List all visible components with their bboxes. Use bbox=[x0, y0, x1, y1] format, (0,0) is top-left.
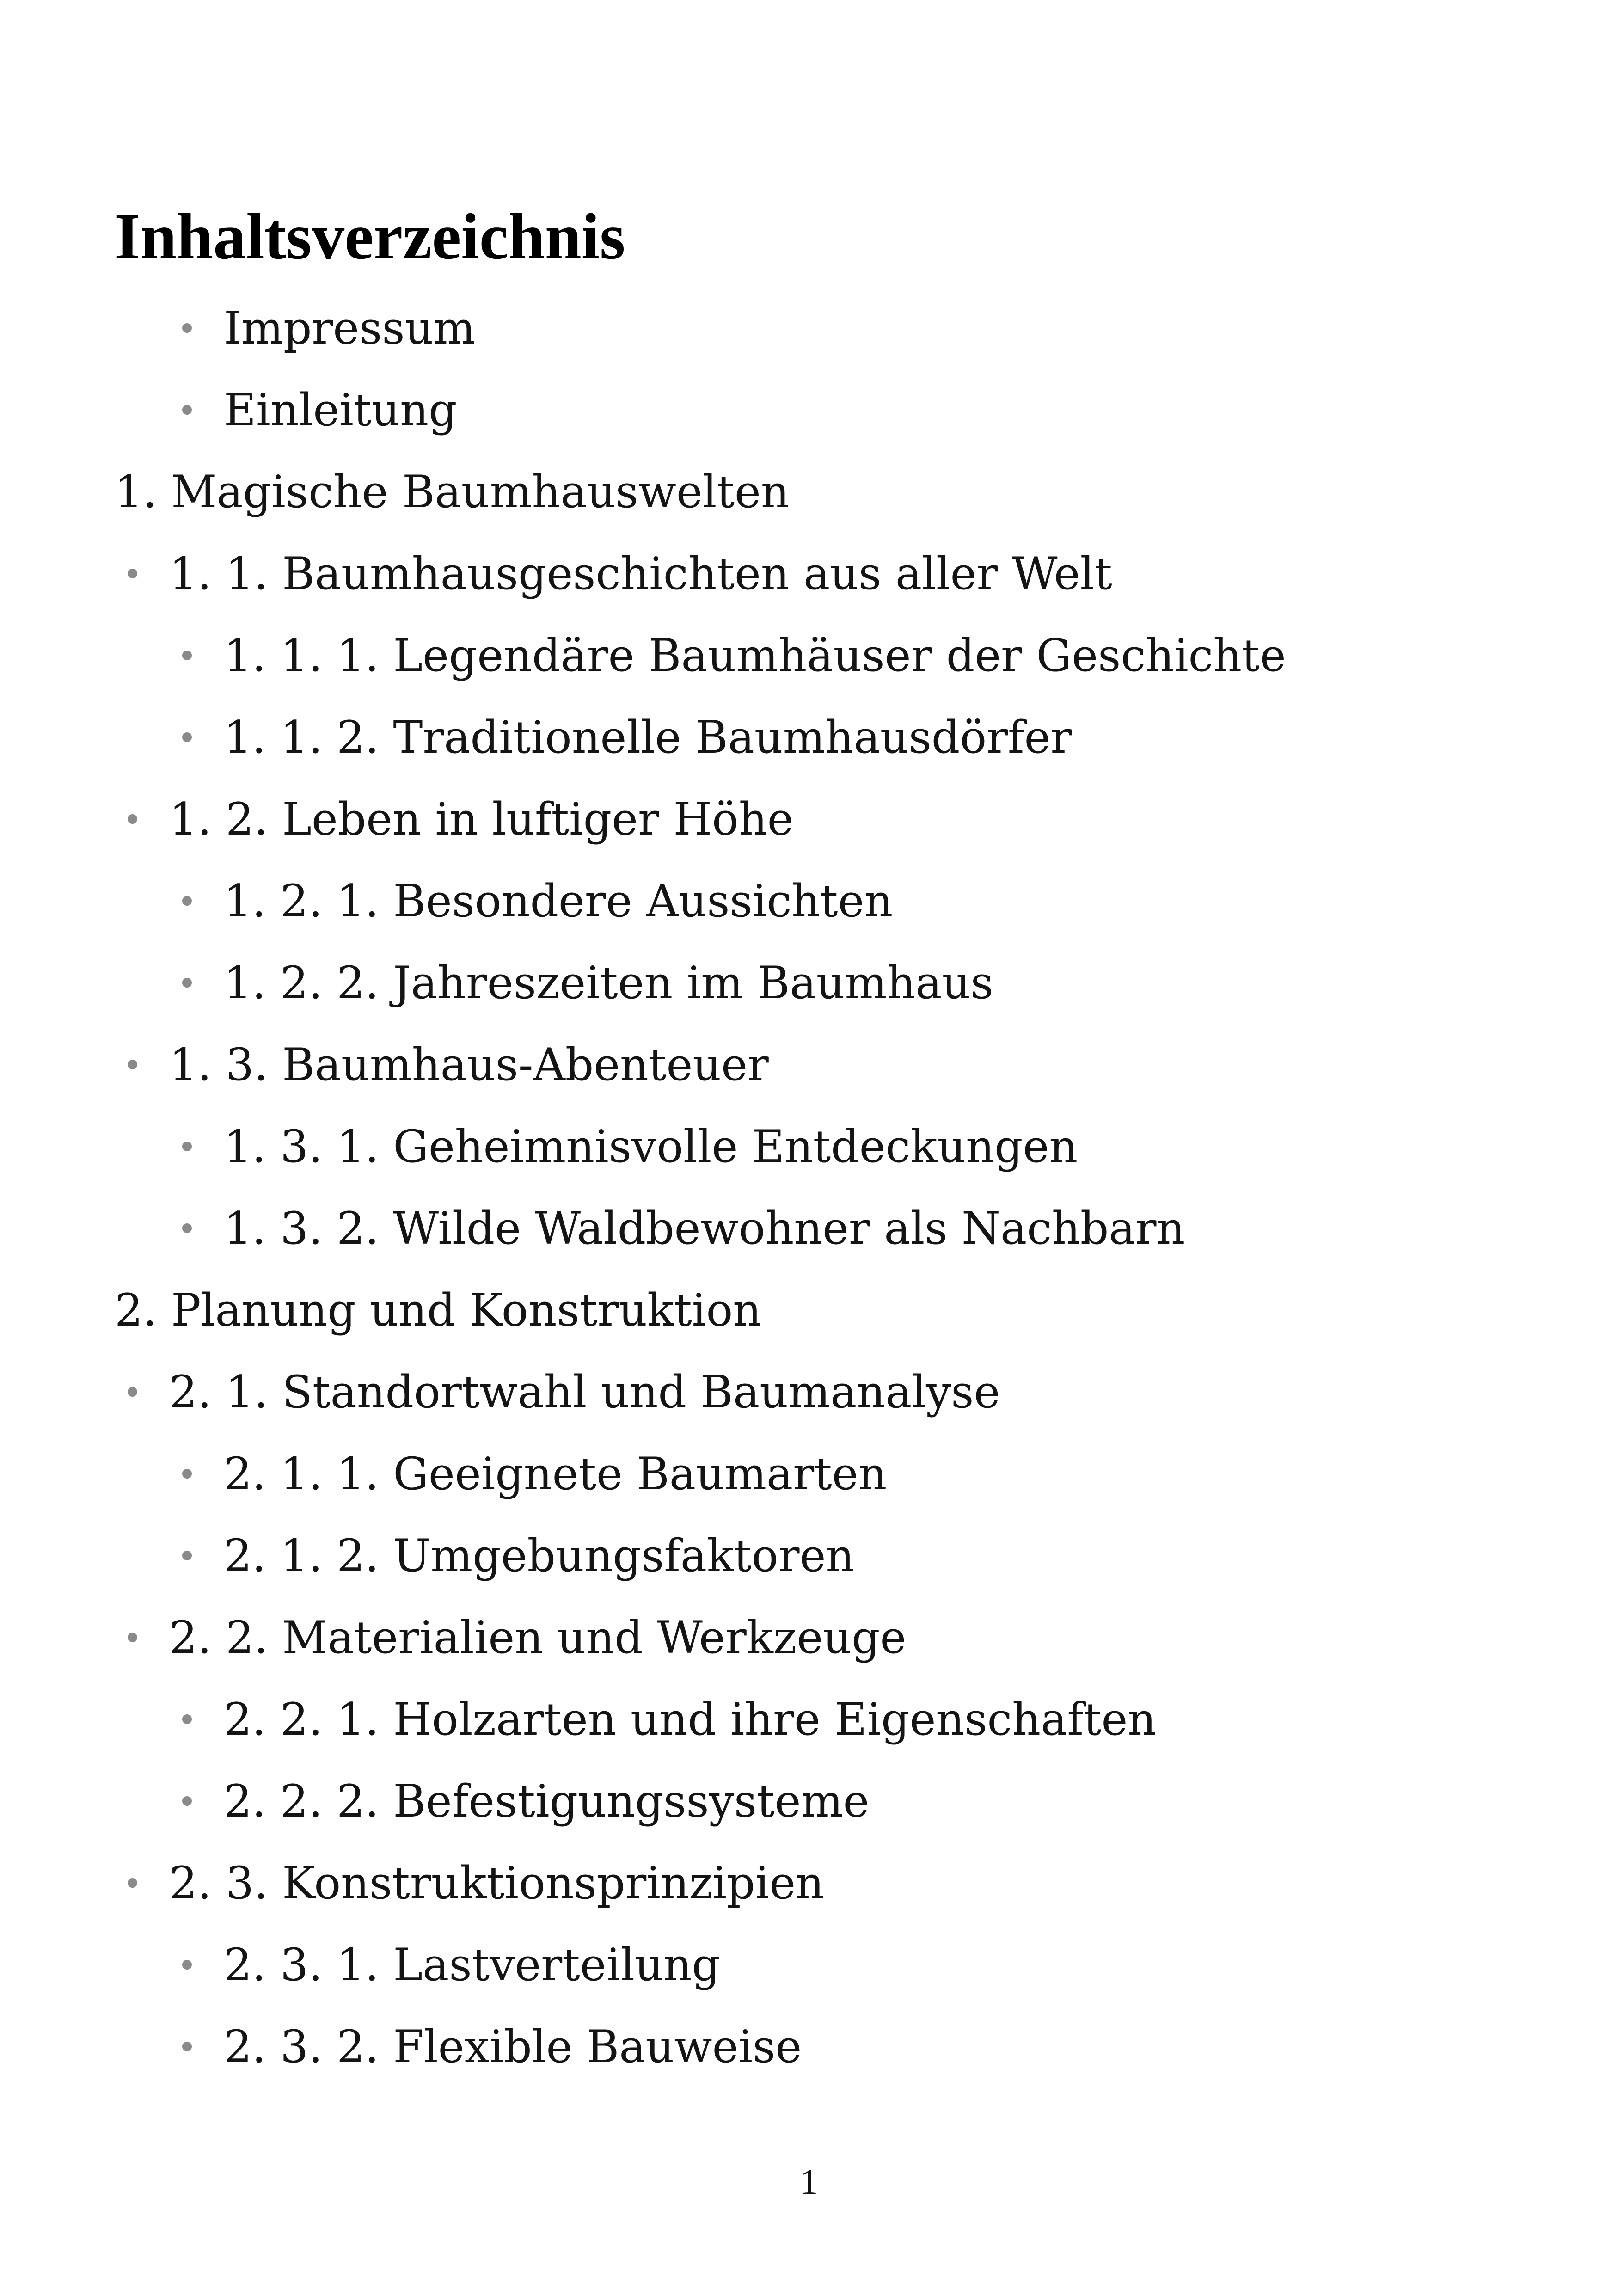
toc-section-1-1[interactable] bbox=[0, 546, 1479, 602]
bullet-icon bbox=[182, 1551, 192, 1560]
toc-entry-label: 1. 2. 2. Jahreszeiten im Baumhaus bbox=[224, 957, 993, 1009]
bullet-icon bbox=[182, 1142, 192, 1151]
bullet-icon bbox=[182, 2042, 192, 2051]
toc-entry-label: 2. 1. Standortwahl und Baumanalyse bbox=[169, 1366, 1000, 1418]
bullet-icon bbox=[128, 1633, 137, 1642]
toc-chapter-2[interactable] bbox=[0, 1283, 1479, 1338]
toc-entry-label: 1. 1. 1. Legendäre Baumhäuser der Geschichte bbox=[224, 630, 1286, 681]
toc-entry-einleitung[interactable] bbox=[0, 382, 1479, 438]
toc-entry-label: 2. 1. 2. Umgebungsfaktoren bbox=[224, 1530, 855, 1582]
page-title: Inhaltsverzeichnis bbox=[115, 200, 625, 273]
toc-chapter-1[interactable] bbox=[0, 464, 1479, 520]
bullet-icon bbox=[182, 732, 192, 742]
bullet-icon bbox=[128, 569, 137, 578]
toc-entry-label: 2. 3. Konstruktionsprinzipien bbox=[169, 1857, 824, 1909]
bullet-icon bbox=[182, 651, 192, 660]
toc-subsection-2-3-2[interactable] bbox=[0, 2019, 1479, 2075]
toc-entry-label: 1. 3. 1. Geheimnisvolle Entdeckungen bbox=[224, 1121, 1078, 1173]
page-number: 1 bbox=[800, 2161, 818, 2202]
bullet-icon bbox=[182, 1960, 192, 1970]
bullet-icon bbox=[182, 405, 192, 415]
toc-subsection-2-1-2[interactable] bbox=[0, 1528, 1479, 1584]
toc-subsection-1-3-1[interactable] bbox=[0, 1119, 1479, 1174]
toc-subsection-1-1-1[interactable] bbox=[0, 628, 1479, 683]
toc-subsection-1-2-1[interactable] bbox=[0, 873, 1479, 929]
toc-entry-label: 2. 2. 2. Befestigungssysteme bbox=[224, 1775, 870, 1827]
toc-entry-label: 2. 1. 1. Geeignete Baumarten bbox=[224, 1448, 887, 1500]
bullet-icon bbox=[128, 1387, 137, 1397]
toc-entry-label: 2. Planung und Konstruktion bbox=[115, 1284, 762, 1336]
toc-entry-label: 1. Magische Baumhauswelten bbox=[115, 466, 790, 518]
bullet-icon bbox=[128, 1060, 137, 1069]
toc-entry-label: Impressum bbox=[224, 302, 476, 354]
toc-entry-label: 2. 3. 1. Lastverteilung bbox=[224, 1939, 720, 1991]
bullet-icon bbox=[182, 1796, 192, 1806]
toc-entry-label: 1. 3. 2. Wilde Waldbewohner als Nachbarn bbox=[224, 1203, 1185, 1254]
toc-section-1-2[interactable] bbox=[0, 792, 1479, 847]
toc-subsection-2-1-1[interactable] bbox=[0, 1446, 1479, 1502]
toc-subsection-2-2-1[interactable] bbox=[0, 1692, 1479, 1747]
toc-subsection-1-3-2[interactable] bbox=[0, 1201, 1479, 1256]
toc-subsection-2-3-1[interactable] bbox=[0, 1937, 1479, 1993]
toc-section-2-2[interactable] bbox=[0, 1610, 1479, 1665]
toc-section-2-1[interactable] bbox=[0, 1364, 1479, 1420]
toc-entry-label: 1. 2. 1. Besondere Aussichten bbox=[224, 875, 893, 927]
bullet-icon bbox=[182, 323, 192, 333]
toc-entry-label: 2. 2. 1. Holzarten und ihre Eigenschaften bbox=[224, 1694, 1157, 1745]
toc-entry-label: 2. 2. Materialien und Werkzeuge bbox=[169, 1612, 907, 1664]
bullet-icon bbox=[182, 1469, 192, 1479]
toc-entry-impressum[interactable] bbox=[0, 301, 1479, 356]
toc-entry-label: 1. 2. Leben in luftiger Höhe bbox=[169, 793, 794, 845]
toc-section-2-3[interactable] bbox=[0, 1855, 1479, 1911]
toc-subsection-1-1-2[interactable] bbox=[0, 710, 1479, 765]
toc-subsection-2-2-2[interactable] bbox=[0, 1774, 1479, 1829]
bullet-icon bbox=[182, 1714, 192, 1724]
toc-section-1-3[interactable] bbox=[0, 1037, 1479, 1093]
toc-entry-label: 1. 1. 2. Traditionelle Baumhausdörfer bbox=[224, 712, 1072, 763]
toc-entry-label: Einleitung bbox=[224, 384, 457, 436]
bullet-icon bbox=[128, 1878, 137, 1888]
toc-entry-label: 2. 3. 2. Flexible Bauweise bbox=[224, 2021, 802, 2073]
bullet-icon bbox=[182, 896, 192, 906]
bullet-icon bbox=[128, 814, 137, 824]
toc-entry-label: 1. 3. Baumhaus-Abenteuer bbox=[169, 1039, 769, 1091]
bullet-icon bbox=[182, 1223, 192, 1233]
toc-subsection-1-2-2[interactable] bbox=[0, 955, 1479, 1011]
toc-entry-label: 1. 1. Baumhausgeschichten aus aller Welt bbox=[169, 548, 1112, 600]
bullet-icon bbox=[182, 978, 192, 988]
